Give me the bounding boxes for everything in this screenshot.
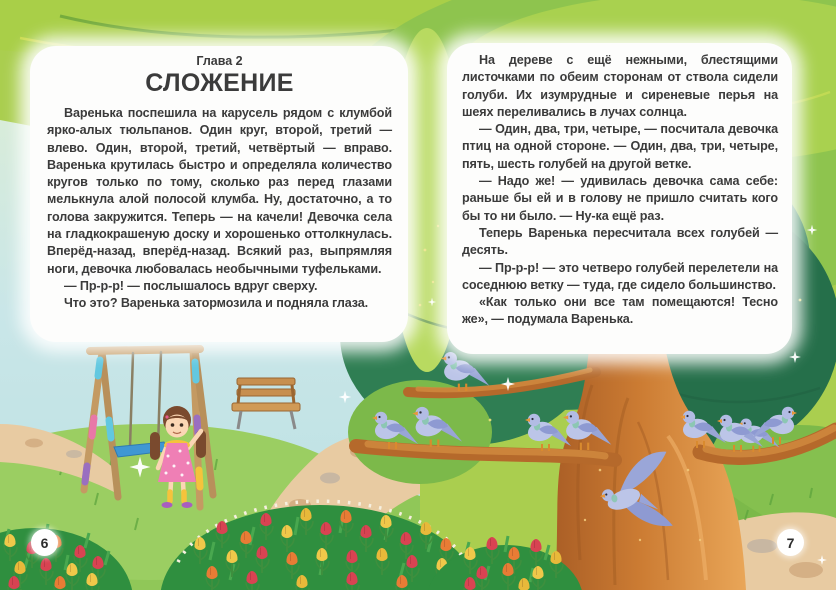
right-text-panel [447,43,792,354]
paragraph: — Один, два, три, четыре, — посчитала девочка птиц на одной стороне. — Один, два, три, четыре, пять, шесть голубей на другой ветке. [462,122,778,171]
page-number-badge: 6 [31,529,58,556]
paragraph: — Пр-р-р! — это четверо голубей перелетели на соседнюю ветку — туда, где сидело большинство. [462,260,778,292]
page-number-badge: 7 [777,529,804,556]
paragraph: — Пр-р-р! — послышалось вдруг сверху. [64,278,318,293]
paragraph: — Надо же! — удивилась девочка сама себе: раньше бы ей и в голову не пришло считать кого бы то ни было. — Ну-ка ещё раз. [462,174,778,223]
chapter-title: СЛОЖЕНИЕ [145,69,294,97]
paragraph: Теперь Варенька пересчитала всех голубей — десять. [462,225,778,258]
paragraph: «Как только они все там помещаются! Тесно же», — подумала Варенька. [462,295,778,327]
paragraph: На дереве с ещё нежными, блестящими листочками по обеим сторонам от ствола сидели голуби. Их изумрудные и сиреневые перья на шеях переливались в лучах солнца. [462,53,778,119]
chapter-label: Глава 2 [196,54,243,68]
left-text-panel [30,46,408,342]
paragraph: Варенька поспешила на карусель рядом с клумбой ярко-алых тюльпанов. Один круг, второй, третий — влево. Один, второй, третий, четвёртый — вправо. Варенька крутилась быстро и определяла количество кругов только по тому, сколько раз перед глазами мелькнула алой полосой клумба. Ну, достаточно, а то голова закружится. Теперь — на качели! Девочка села на гладкокрашеную доску и хорошенько оттолкнулась. Вперёд-назад, вперёд-назад. Всякий раз, выпрямляя ноги, девочка любовалась необычными туфельками. [47,106,392,276]
paragraph: Что это? Варенька затормозила и подняла глаза. [64,296,369,311]
